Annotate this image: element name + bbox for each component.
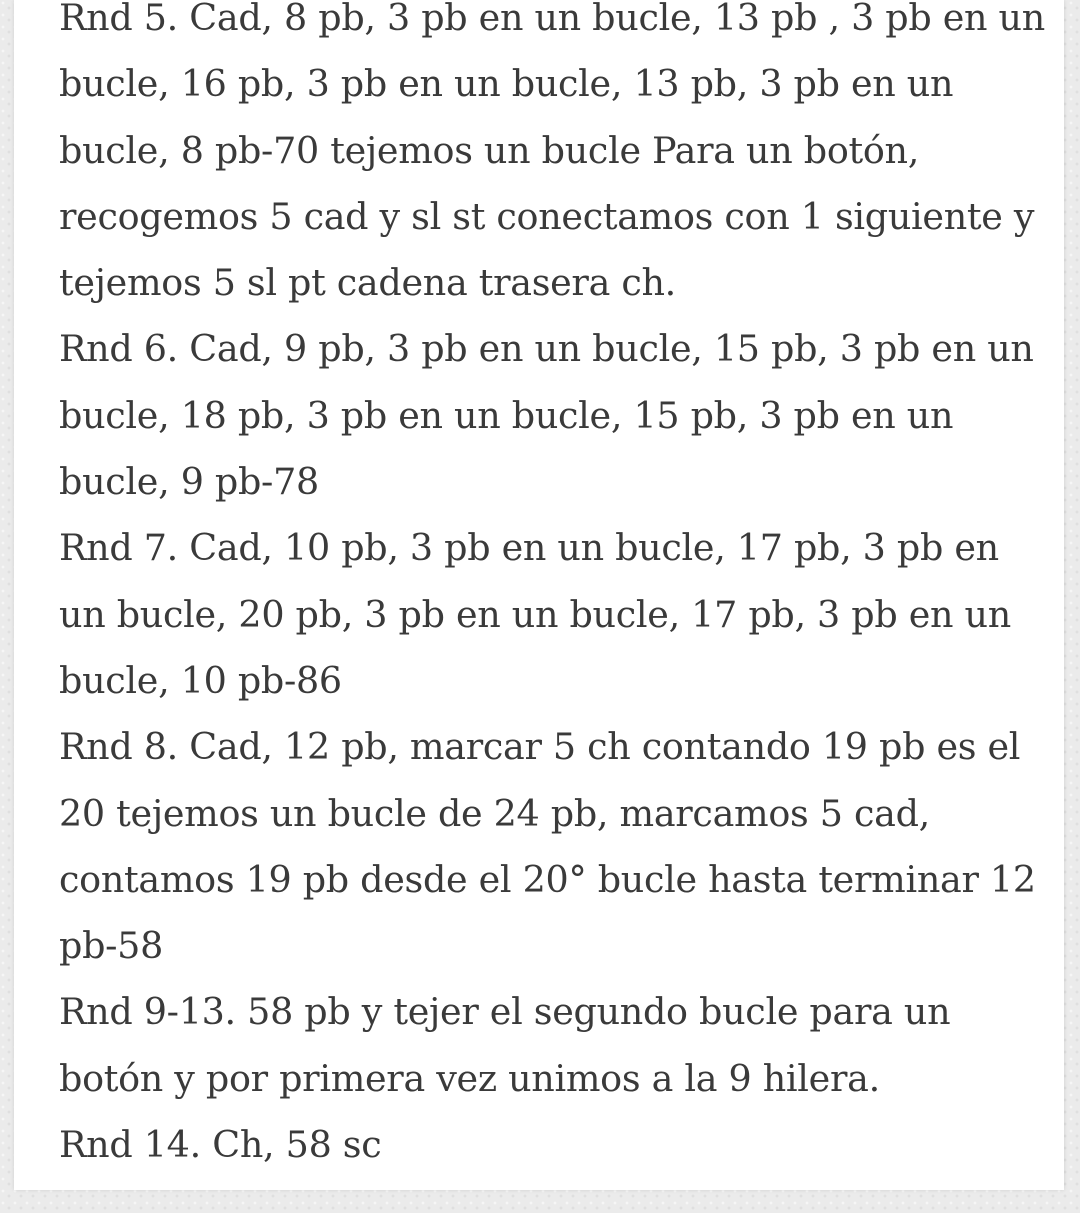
round-6-instruction: Rnd 6. Cad, 9 pb, 3 pb en un bucle, 15 pb, 3 pb en un bucle, 18 pb, 3 pb en un bucle, 15 pb, 3 pb en un bucle, 9 pb-78 [59, 327, 1034, 504]
round-8-instruction: Rnd 8. Cad, 12 pb, marcar 5 ch contando 19 pb es el 20 tejemos un bucle de 24 pb, marcamos 5 cad, contamos 19 pb desde el 20° bucle hasta terminar 12 pb-58 [59, 725, 1036, 968]
round-5-instruction: Rnd 5. Cad, 8 pb, 3 pb en un bucle, 13 pb , 3 pb en un bucle, 16 pb, 3 pb en un bucle, 13 pb, 3 pb en un bucle, 8 pb-70 tejemos un bucle Para un botón, recogemos 5 cad y sl st conectamos con 1 siguiente y tejemos 5 sl pt cadena trasera ch. [59, 0, 1045, 305]
pattern-text [59, 0, 1049, 1178]
round-9-13-instruction: Rnd 9-13. 58 pb y tejer el segundo bucle para un botón y por primera vez unimos a la 9 hilera. [59, 990, 951, 1100]
document-page [14, 0, 1064, 1190]
round-7-instruction: Rnd 7. Cad, 10 pb, 3 pb en un bucle, 17 pb, 3 pb en un bucle, 20 pb, 3 pb en un bucle, 17 pb, 3 pb en un bucle, 10 pb-86 [59, 526, 1011, 702]
round-14-instruction: Rnd 14. Ch, 58 sc [59, 1123, 382, 1167]
